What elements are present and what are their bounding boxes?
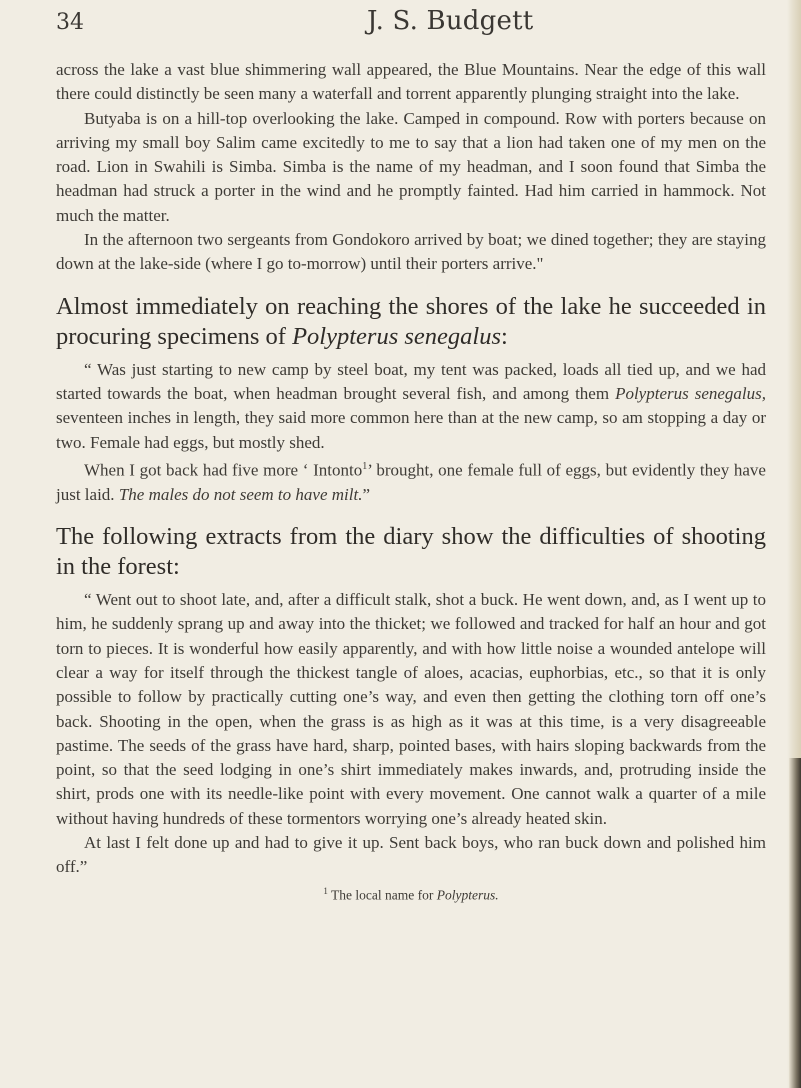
running-head: J. S. Budgett (367, 6, 534, 36)
quote-species-name: Polypterus senegalus, (615, 383, 766, 403)
quote-text: When I got back had five more ‘ Intonto (84, 460, 363, 480)
page-body (56, 58, 766, 904)
quote-text: seventeen inches in length, they said more common here than at the new camp, so am stopping a day or two. Female had eggs, but mostly shed. (56, 408, 766, 452)
quote-paragraph (56, 358, 766, 455)
page-number: 34 (56, 10, 84, 35)
footnote-species-name: Polypterus. (436, 887, 499, 903)
quote-text: ” (362, 484, 370, 504)
diary-paragraph: In the afternoon two sergeants from Gondokoro arrived by boat; we dined together; they are staying down at the lake-side (where I go to-morrow) until their porters arrive." (56, 230, 766, 274)
footnote-reference[interactable]: 1 (362, 460, 368, 472)
quote-italic-remark: The males do not seem to have milt. (118, 484, 363, 504)
quote-paragraph: “ Went out to shoot late, and, after a difficult stalk, shot a buck. He went down, and, as I went up to him, he suddenly sprang up and away into the thicket; we followed and tracked for half an hour and got torn to pieces. It is wonderful how easily apparently, and with how little noise a wounded antelope will clear a way for itself through the thickest tangle of aloes, acacias, euphorbias, etc., so that it is only possible to follow by practically cutting one’s way, and even then getting the clothing torn off one’s back. Shooting in the open, when the grass is as high as it was at this time, is a very disagreeable pastime. The seeds of the grass have hard, sharp, pointed bases, with hairs sloping backwards from the point, so that the seed lodging in one’s shirt immediately makes inwards, and, protruding inside the shirt, prods one with its needle-like point with every movement. One cannot walk a quarter of a mile without having hundreds of these tormentors worrying one’s already heated skin. (56, 590, 766, 828)
footnote-marker: 1 (323, 885, 328, 896)
quote-text: ’ brought, one female full of eggs, but evidently they have just laid. (56, 460, 766, 504)
heading-colon: : (501, 322, 508, 350)
footnote (56, 882, 766, 905)
quote-paragraph: At last I felt done up and had to give it up. Sent back boys, who ran buck down and polished him off.” (56, 833, 766, 877)
section-heading-polypterus (56, 292, 766, 352)
page-binding-shadow (789, 758, 801, 1088)
diary-paragraph: across the lake a vast blue shimmering wall appeared, the Blue Mountains. Near the edge of this wall there could distinctly be seen many a waterfall and torrent apparently plunging straight into the lake. (56, 60, 766, 104)
section-heading-shooting: The following extracts from the diary show the difficulties of shooting in the forest: (56, 523, 766, 581)
diary-paragraph: Butyaba is on a hill-top overlooking the lake. Camped in compound. Row with porters because on arriving my small boy Salim came excitedly to me to say that a lion had taken one of my men on the road. Lion in Swahili is Simba. Simba is the name of my headman, and I soon found that Simba the headman had struck a porter in the wind and he promptly fainted. Had him carried in hammock. Not much the matter. (56, 108, 766, 225)
quote-text: “ Was just starting to new camp by steel boat, my tent was packed, loads all tied up, and we had started towards the boat, when headman brought several fish, and among them (56, 359, 766, 403)
heading-species-name: Polypterus senegalus (292, 322, 501, 350)
diary-quote-polypterus (56, 358, 766, 507)
heading-text: Almost immediately on reaching the shores of the lake he succeeded in procuring specimens of (56, 292, 766, 350)
footnote-text: The local name for (327, 887, 437, 903)
page-header (0, 6, 801, 46)
diary-quote-shooting (56, 588, 766, 880)
quote-paragraph (56, 455, 766, 507)
